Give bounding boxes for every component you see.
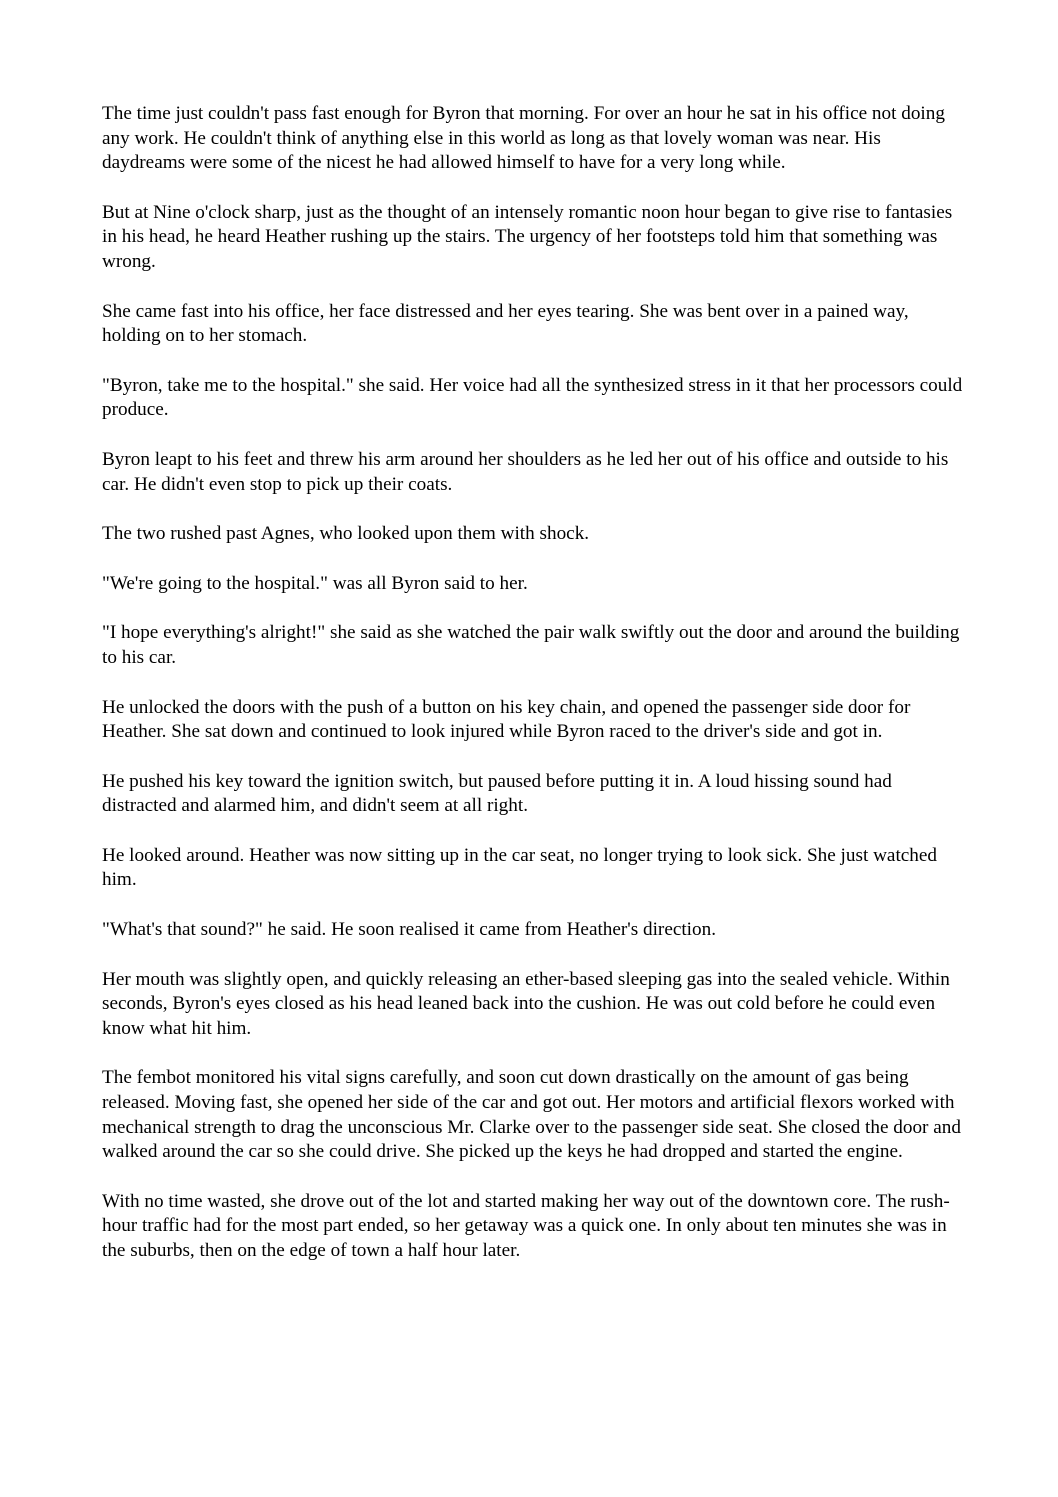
paragraph-3: She came fast into his office, her face distressed and her eyes tearing. She was bent over in a pained way, holding on to her stomach.: [102, 300, 909, 347]
paragraph-13: Her mouth was slightly open, and quickly releasing an ether-based sleeping gas into the sealed vehicle. Within seconds, Byron's eyes closed as his head leaned back into the cushion. He was out cold before he could even know what hit him.: [102, 968, 950, 1039]
paragraph-4: "Byron, take me to the hospital." she said. Her voice had all the synthesized stress in it that her processors could produce.: [102, 374, 963, 421]
paragraph-15: With no time wasted, she drove out of the lot and started making her way out of the downtown core. The rush-hour traffic had for the most part ended, so her getaway was a quick one. In only about ten minutes she was in the suburbs, then on the edge of town a half hour later.: [102, 1190, 950, 1261]
paragraph-9: He unlocked the doors with the push of a button on his key chain, and opened the passenger side door for Heather. She sat down and continued to look injured while Byron raced to the driver's side and got in.: [102, 696, 911, 743]
paragraph-10: He pushed his key toward the ignition switch, but paused before putting it in. A loud hissing sound had distracted and alarmed him, and didn't seem at all right.: [102, 770, 892, 817]
paragraph-5: Byron leapt to his feet and threw his arm around her shoulders as he led her out of his office and outside to his car. He didn't even stop to pick up their coats.: [102, 448, 949, 495]
paragraph-14: The fembot monitored his vital signs carefully, and soon cut down drastically on the amount of gas being released. Moving fast, she opened her side of the car and got out. Her motors and artificial flexors worked with mechanical strength to drag the unconscious Mr. Clarke over to the passenger side seat. She closed the door and walked around the car so she could drive. She picked up the keys he had dropped and started the engine.: [102, 1067, 961, 1163]
paragraph-6: The two rushed past Agnes, who looked upon them with shock.: [102, 523, 590, 545]
paragraph-2: But at Nine o'clock sharp, just as the thought of an intensely romantic noon hour began to give rise to fantasies in his head, he heard Heather rushing up the stairs. The urgency of her footsteps told him that something was wrong.: [102, 201, 953, 272]
paragraph-1: The time just couldn't pass fast enough for Byron that morning. For over an hour he sat in his office not doing any work. He couldn't think of anything else in this world as long as that lovely woman was near. His daydreams were some of the nicest he had allowed himself to have for a very long while.: [102, 103, 945, 174]
paragraph-7: "We're going to the hospital." was all Byron said to her.: [102, 572, 528, 594]
paragraph-8: "I hope everything's alright!" she said as she watched the pair walk swiftly out the door and around the building to his car.: [102, 622, 960, 668]
paragraph-11: He looked around. Heather was now sitting up in the car seat, no longer trying to look sick. She just watched him.: [102, 844, 938, 891]
paragraph-12: "What's that sound?" he said. He soon realised it came from Heather's direction.: [102, 919, 716, 941]
document-body: [102, 102, 968, 1264]
